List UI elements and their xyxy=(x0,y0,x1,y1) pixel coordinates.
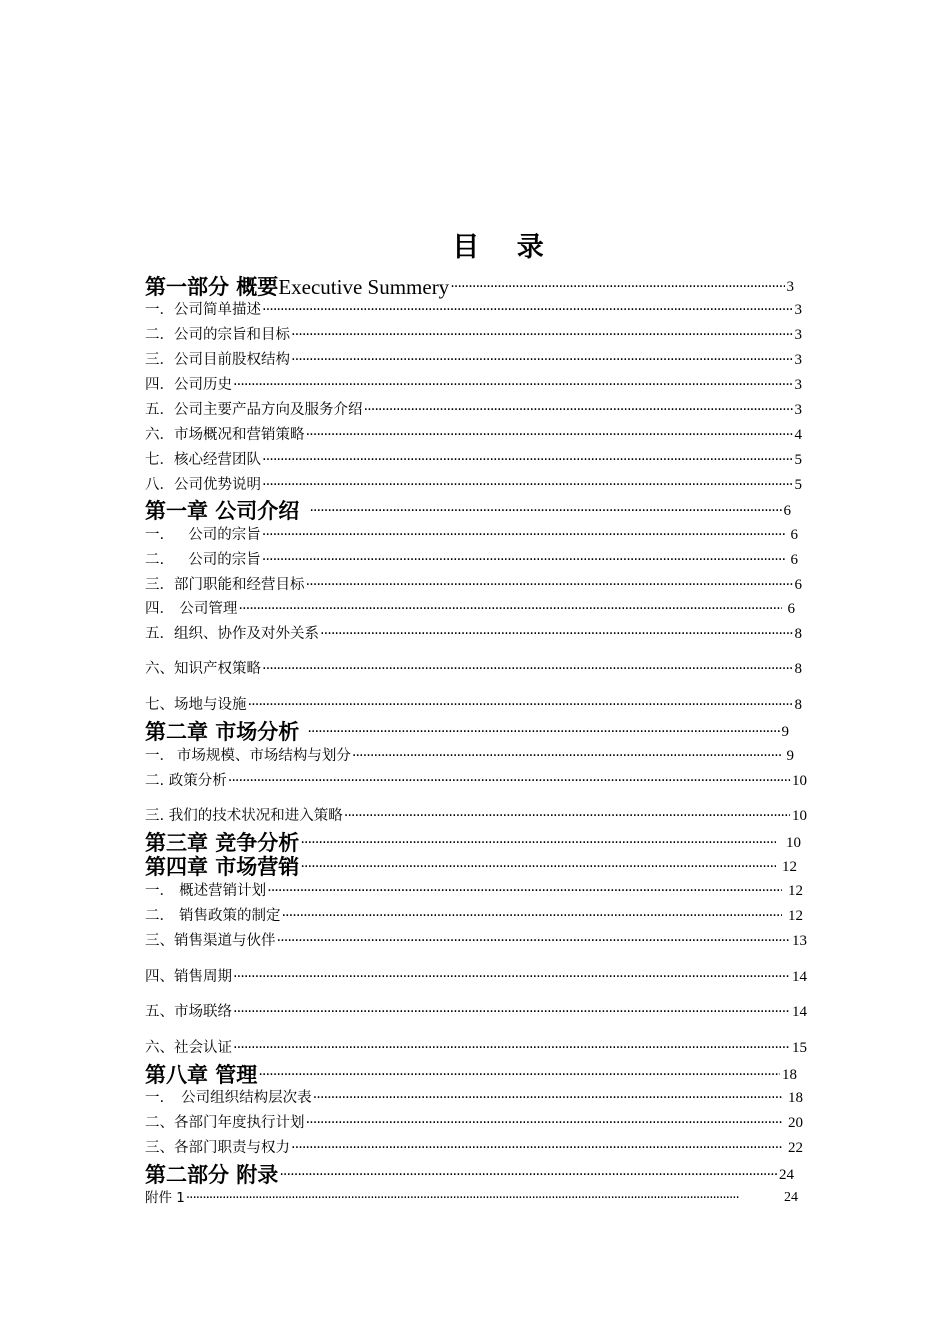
toc-entry xyxy=(145,449,802,471)
toc-entry-label: 三. 我们的技术状况和进入策略 xyxy=(145,808,343,824)
toc-entry xyxy=(145,299,802,321)
toc-entry xyxy=(145,549,798,571)
dot-leader xyxy=(352,745,781,767)
toc-entry xyxy=(145,524,798,546)
dot-leader xyxy=(306,574,793,596)
toc-entry-page: 3 xyxy=(794,352,802,368)
toc-entry xyxy=(145,598,795,620)
dot-leader xyxy=(450,273,784,301)
toc-entry-label: 四． xyxy=(145,601,174,617)
toc-entry-chapter-1 xyxy=(145,497,791,525)
toc-entry xyxy=(145,1037,807,1059)
toc-entry-label-en: Executive Summery xyxy=(278,275,450,299)
toc-entry-label: 四．公司历史 xyxy=(145,377,232,393)
toc-entry xyxy=(145,880,803,902)
toc-entry-page: 3 xyxy=(786,279,794,295)
toc-entry-page: 24 xyxy=(784,1190,798,1205)
dot-leader xyxy=(233,966,790,988)
toc-entry xyxy=(145,745,794,767)
toc-entry-label: 第四章 市场营销 xyxy=(145,855,300,879)
toc-entry-page: 4 xyxy=(794,427,802,443)
toc-entry xyxy=(145,770,807,792)
toc-entry-page: 8 xyxy=(794,661,802,677)
toc-entry-page: 10 xyxy=(786,835,801,851)
dot-leader xyxy=(300,853,776,881)
toc-entry-page: 8 xyxy=(794,626,802,642)
toc-entry-page: 12 xyxy=(782,859,797,875)
toc-entry-label: 三．公司目前股权结构 xyxy=(145,352,290,368)
toc-entry-part-2 xyxy=(145,1161,794,1189)
dot-leader xyxy=(238,598,781,620)
toc-entry-label: 公司的宗旨 xyxy=(188,552,261,568)
toc-entry-label: 二． xyxy=(145,908,174,924)
toc-entry-label: 六、知识产权策略 xyxy=(145,661,261,677)
toc-entry-label: 七、场地与设施 xyxy=(145,697,247,713)
toc-entry xyxy=(145,374,802,396)
dot-leader xyxy=(262,658,793,680)
toc-entry-page: 3 xyxy=(794,377,802,393)
toc-entry-page: 14 xyxy=(792,1004,807,1020)
toc-entry-page: 24 xyxy=(779,1167,794,1183)
toc-entry-page: 20 xyxy=(788,1115,803,1131)
toc-entry-label: 一． xyxy=(145,748,174,764)
toc-entry-label: 公司组织结构层次表 xyxy=(181,1090,312,1106)
toc-entry-page: 6 xyxy=(787,601,795,617)
toc-entry-page: 6 xyxy=(790,527,798,543)
dot-leader xyxy=(291,349,793,371)
dot-leader xyxy=(233,1001,790,1023)
toc-entry-label: 第三章 竞争分析 xyxy=(145,831,300,855)
toc-entry-appendix xyxy=(145,1188,798,1208)
toc-entry-page: 5 xyxy=(794,477,802,493)
toc-entry-page: 18 xyxy=(782,1067,797,1083)
toc-entry-label: 公司管理 xyxy=(179,601,238,617)
toc-entry-page: 3 xyxy=(794,327,802,343)
toc-entry-label: 三、销售渠道与伙伴 xyxy=(145,933,276,949)
toc-entry-page: 22 xyxy=(788,1140,803,1156)
dot-leader xyxy=(291,324,793,346)
toc-entry-page: 18 xyxy=(788,1090,803,1106)
dot-leader xyxy=(344,805,790,827)
toc-entry xyxy=(145,658,802,680)
toc-entry-page: 10 xyxy=(792,773,807,789)
toc-entry xyxy=(145,930,807,952)
toc-entry-page: 9 xyxy=(786,748,794,764)
dot-leader xyxy=(233,1037,790,1059)
toc-entry-page: 12 xyxy=(788,908,803,924)
dot-leader xyxy=(262,299,793,321)
toc-entry xyxy=(145,966,807,988)
toc-entry xyxy=(145,905,803,927)
dot-leader xyxy=(262,449,793,471)
dot-leader xyxy=(306,1112,783,1134)
toc-entry xyxy=(145,694,802,716)
toc-entry-label: 第二章 市场分析 xyxy=(145,720,300,744)
toc-entry-page: 10 xyxy=(792,808,807,824)
toc-entry-label: 一．公司简单描述 xyxy=(145,302,261,318)
toc-entry-label: 市场规模、市场结构与划分 xyxy=(176,748,351,764)
toc-entry xyxy=(145,349,802,371)
toc-entry xyxy=(145,1137,803,1159)
dot-leader xyxy=(306,424,793,446)
toc-entry-label: 三、各部门职责与权力 xyxy=(145,1140,290,1156)
toc-entry-chapter-8 xyxy=(145,1061,797,1089)
dot-leader xyxy=(262,549,785,571)
toc-entry-page: 12 xyxy=(788,883,803,899)
toc-title: 目 录 xyxy=(452,232,558,263)
toc-entry-label: 七．核心经营团队 xyxy=(145,452,261,468)
toc-entry xyxy=(145,424,802,446)
toc-entry-page: 15 xyxy=(792,1040,807,1056)
toc-entry-label: 第二部分 附录 xyxy=(145,1163,279,1187)
toc-entry-label: 二、各部门年度执行计划 xyxy=(145,1115,305,1131)
dot-leader xyxy=(262,474,793,496)
toc-entry-page: 13 xyxy=(792,933,807,949)
toc-entry-page: 8 xyxy=(794,697,802,713)
dot-leader xyxy=(291,1137,782,1159)
toc-entry xyxy=(145,324,802,346)
toc-entry-page: 14 xyxy=(792,969,807,985)
toc-entry-label: 八．公司优势说明 xyxy=(145,477,261,493)
toc-entry-part-1 xyxy=(145,273,794,301)
toc-entry-label: 五．组织、协作及对外关系 xyxy=(145,626,319,642)
dot-leader xyxy=(364,399,793,421)
toc-entry xyxy=(145,1112,803,1134)
toc-entry-label: 第一部分 概要 xyxy=(145,275,279,299)
toc-entry-label: 销售政策的制定 xyxy=(178,908,281,924)
toc-entry-label: 第八章 管理 xyxy=(145,1063,258,1087)
dot-leader xyxy=(186,1188,776,1208)
dot-leader xyxy=(279,1161,777,1189)
dot-leader xyxy=(267,880,782,902)
toc-entry-label: 二．公司的宗旨和目标 xyxy=(145,327,290,343)
toc-entry-label: 第一章 公司介绍 xyxy=(145,499,300,523)
toc-entry-page: 3 xyxy=(794,402,802,418)
dot-leader xyxy=(248,694,793,716)
dot-leader xyxy=(262,524,785,546)
toc-entry-label: 六、社会认证 xyxy=(145,1040,232,1056)
dot-leader xyxy=(309,497,781,525)
dot-leader xyxy=(307,718,779,746)
toc-entry-label: 四、销售周期 xyxy=(145,969,232,985)
toc-entry-label: 二. 政策分析 xyxy=(145,773,227,789)
toc-entry-label: 三．部门职能和经营目标 xyxy=(145,577,305,593)
toc-entry xyxy=(145,474,802,496)
toc-entry-page: 9 xyxy=(781,724,789,740)
toc-entry-page: 6 xyxy=(790,552,798,568)
toc-entry-label: 概述营销计划 xyxy=(179,883,267,899)
toc-entry xyxy=(145,1087,803,1109)
toc-entry-label: 附件 1 xyxy=(145,1190,185,1206)
toc-entry xyxy=(145,574,802,596)
dot-leader xyxy=(233,374,793,396)
toc-entry-page: 6 xyxy=(794,577,802,593)
dot-leader xyxy=(313,1087,782,1109)
toc-entry-page: 5 xyxy=(794,452,802,468)
toc-entry-chapter-2 xyxy=(145,718,789,746)
toc-entry-label: 一. xyxy=(145,527,165,543)
dot-leader xyxy=(228,770,790,792)
toc-entry-label: 一． xyxy=(145,883,174,899)
dot-leader xyxy=(320,623,793,645)
dot-leader xyxy=(258,1061,780,1089)
toc-entry-label: 公司的宗旨 xyxy=(188,527,261,543)
toc-entry-label: 一. xyxy=(145,1090,165,1106)
toc-entry-label: 五．公司主要产品方向及服务介绍 xyxy=(145,402,363,418)
toc-entry-label: 二. xyxy=(145,552,165,568)
toc-entry-label: 五、市场联络 xyxy=(145,1004,232,1020)
toc-entry-label: 六．市场概况和营销策略 xyxy=(145,427,305,443)
dot-leader xyxy=(277,930,791,952)
toc-entry-page: 3 xyxy=(794,302,802,318)
toc-entry xyxy=(145,399,802,421)
toc-entry xyxy=(145,805,807,827)
dot-leader xyxy=(281,905,782,927)
toc-entry xyxy=(145,1001,807,1023)
toc-entry xyxy=(145,623,802,645)
toc-entry-page: 6 xyxy=(783,503,791,519)
toc-entry-chapter-4 xyxy=(145,853,797,881)
